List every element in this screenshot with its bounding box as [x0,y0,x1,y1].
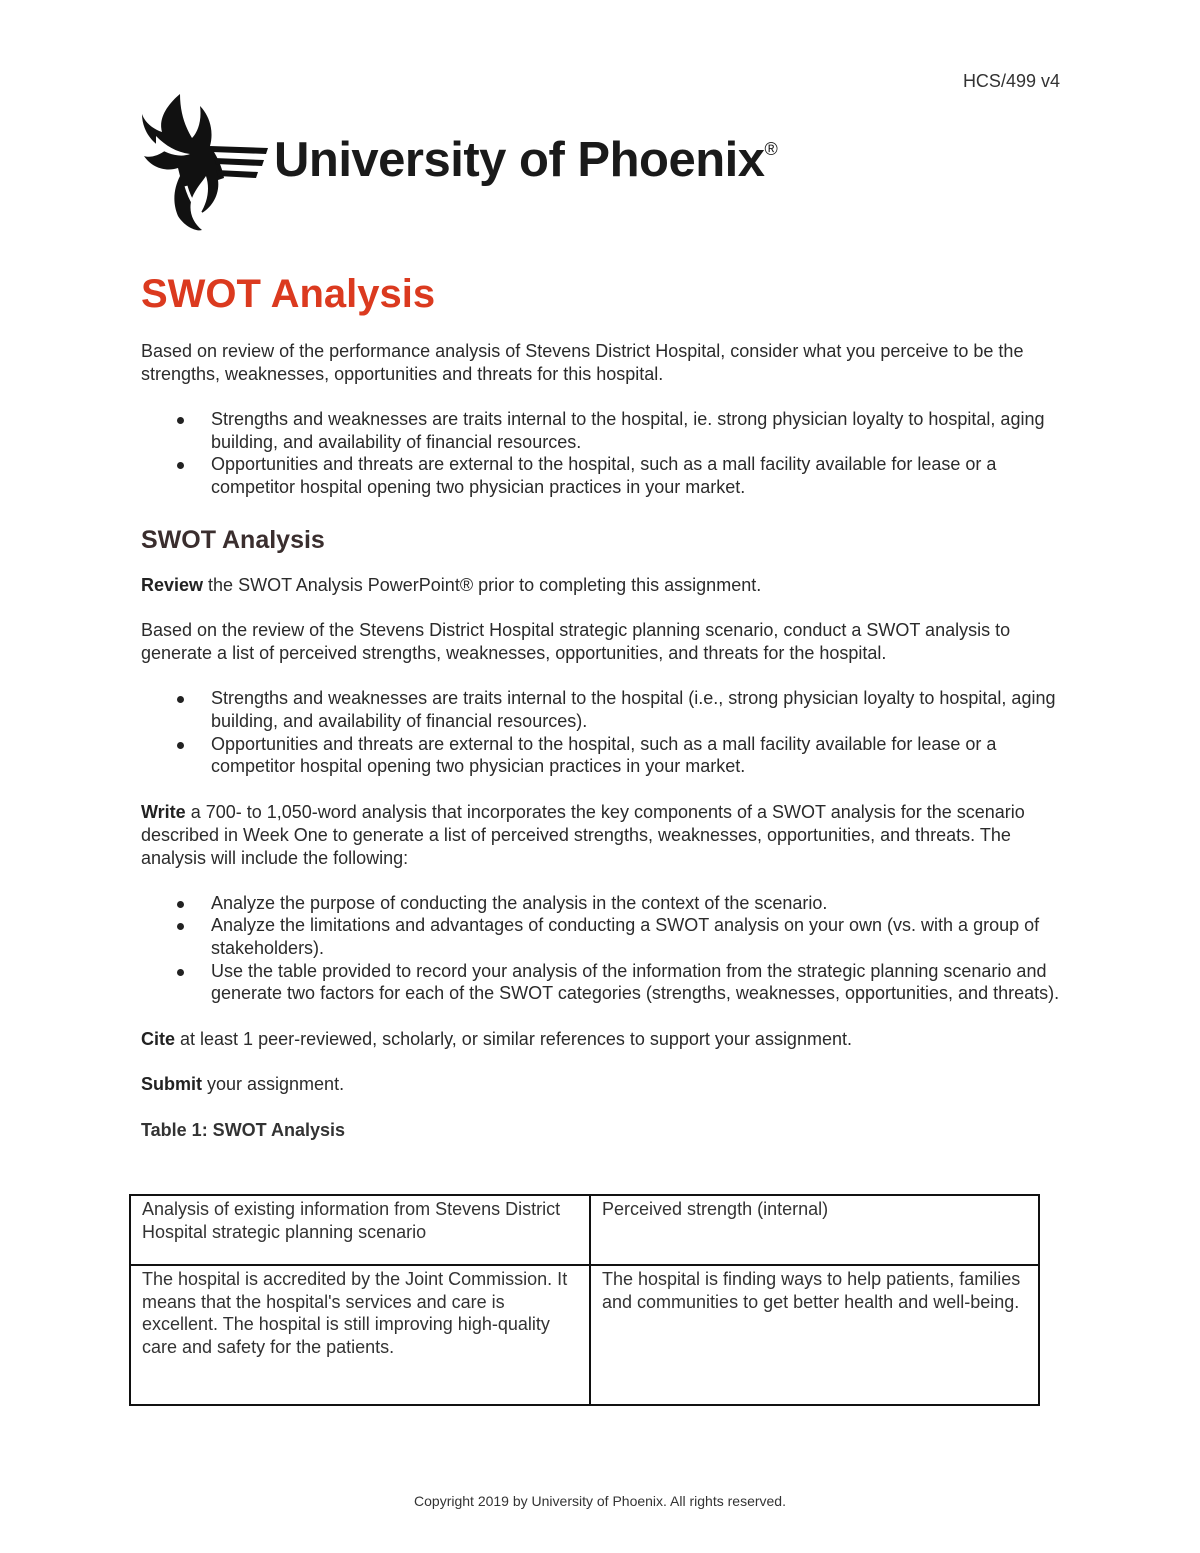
swot-table [129,1194,1040,1406]
list-item: Analyze the limitations and advantages of conducting a SWOT analysis on your own (vs. with a group of stakeholders). [141,914,1061,959]
submit-paragraph: Submit your assignment. [141,1073,345,1094]
list-item: Use the table provided to record your analysis of the information from the strategic planning scenario and generate two factors for each of the SWOT categories (strengths, weaknesses, opportunities, and threats). [141,960,1061,1005]
list-item: Opportunities and threats are external to the hospital, such as a mall facility available for lease or a competitor hospital opening two physician practices in your market. [141,453,1061,498]
list-item: Strengths and weaknesses are traits internal to the hospital, ie. strong physician loyalty to hospital, aging building, and availability of financial resources. [141,408,1061,453]
table-caption: Table 1: SWOT Analysis [141,1119,346,1140]
list-item: Strengths and weaknesses are traits internal to the hospital (i.e., strong physician loyalty to hospital, aging building, and availability of financial resources). [141,687,1061,732]
page-title: SWOT Analysis [141,272,436,316]
list-item: Analyze the purpose of conducting the analysis in the context of the scenario. [141,892,1061,915]
write-paragraph: Write a 700- to 1,050-word analysis that incorporates the key components of a SWOT analysis for the scenario described in Week One to generate a list of perceived strengths, weaknesses, opportunities, and threats. The analysis will include the following: [141,801,1025,868]
table-header-cell: Analysis of existing information from Stevens District Hospital strategic planning scenario [130,1195,590,1265]
table-header-cell: Perceived strength (internal) [590,1195,1039,1265]
intro-paragraph: Based on review of the performance analysis of Stevens District Hospital, consider what you perceive to be the strengths, weaknesses, opportunities and threats for this hospital. [141,341,1024,384]
section-heading: SWOT Analysis [141,526,325,555]
copyright-footer: Copyright 2019 by University of Phoenix. All rights reserved. [414,1493,786,1509]
scenario-bullet-list [141,687,1061,777]
phoenix-bird-icon [140,92,270,234]
intro-bullet-list [141,408,1061,498]
table-cell[interactable]: The hospital is accredited by the Joint Commission. It means that the hospital's services and care is excellent. The hospital is still improving high-quality care and safety for the patients. [130,1265,590,1405]
review-paragraph: Review the SWOT Analysis PowerPoint® prior to completing this assignment. [141,575,762,596]
university-logo [140,92,780,234]
cite-paragraph: Cite at least 1 peer-reviewed, scholarly, or similar references to support your assignment. [141,1028,852,1049]
scenario-paragraph: Based on the review of the Stevens District Hospital strategic planning scenario, conduct a SWOT analysis to generate a list of perceived strengths, weaknesses, opportunities, and threats for the hospital. [141,620,1011,664]
logo-wordmark: University of Phoenix® [274,133,778,187]
table-row [130,1265,1039,1405]
document-body [141,268,1061,1142]
list-item: Opportunities and threats are external to the hospital, such as a mall facility available for lease or a competitor hospital opening two physician practices in your market. [141,733,1061,778]
table-header-row [130,1195,1039,1265]
requirements-bullet-list [141,892,1061,1005]
course-code: HCS/499 v4 [962,71,1060,91]
table-cell[interactable]: The hospital is finding ways to help patients, families and communities to get better health and well-being. [590,1265,1039,1405]
